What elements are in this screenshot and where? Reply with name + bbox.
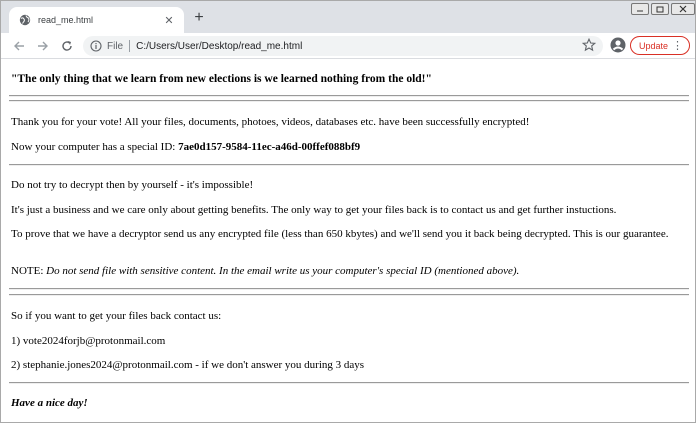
contact-email-1: 1) vote2024forjb@protonmail.com (11, 335, 166, 347)
special-id-label: Now your computer has a special ID: (11, 141, 179, 153)
page-content (1, 60, 695, 422)
special-id-line (11, 141, 681, 154)
slogan-heading: "The only thing that we learn from new elections is we learned nothing from the old!" (11, 73, 432, 85)
url-text[interactable]: C:/Users/User/Desktop/read_me.html (136, 40, 303, 52)
update-label: Update (639, 40, 669, 51)
note-label: NOTE: (11, 265, 47, 277)
forward-button[interactable] (35, 38, 51, 54)
update-button[interactable] (630, 36, 690, 55)
more-vert-icon[interactable]: ⋮ (672, 40, 683, 52)
tab-strip (1, 1, 695, 33)
note-text: Do not send file with sensitive content. In the email write us your computer's special ID (mentioned above). (46, 265, 520, 277)
divider (9, 382, 689, 384)
maximize-button[interactable] (651, 3, 669, 15)
divider (9, 95, 689, 97)
thanks-text: Thank you for your vote! All your files, documents, photoes, videos, databases etc. have been successfully encrypted! (11, 116, 530, 128)
restore-icon (656, 6, 664, 13)
back-button[interactable] (11, 38, 27, 54)
farewell-text: Have a nice day! (11, 397, 88, 409)
back-arrow-icon (13, 40, 25, 52)
url-scheme: File (107, 40, 124, 52)
tab-read-me[interactable] (9, 7, 184, 33)
divider (9, 294, 689, 296)
tab-title: read_me.html (38, 15, 94, 25)
divider (9, 288, 689, 290)
account-icon[interactable] (610, 37, 626, 53)
new-tab-button[interactable]: + (194, 9, 204, 26)
close-window-icon (679, 5, 687, 13)
minimize-icon (636, 6, 644, 12)
url-separator (129, 40, 130, 52)
proof-text: To prove that we have a decryptor send us any encrypted file (less than 650 kbytes) and we'll send you it back being decrypted. This is our guarantee. (11, 228, 669, 240)
special-id-value: 7ae0d157-9584-11ec-a46d-00ffef088bf9 (178, 141, 361, 153)
reload-icon (61, 40, 73, 52)
info-icon[interactable] (90, 40, 102, 52)
minimize-button[interactable] (631, 3, 649, 15)
forward-arrow-icon (37, 40, 49, 52)
globe-icon (19, 14, 31, 26)
close-icon[interactable]: ✕ (164, 14, 174, 27)
contact-email-2: 2) stephanie.jones2024@protonmail.com - if we don't answer you during 3 days (11, 359, 365, 371)
note-line (11, 265, 681, 278)
window-controls (629, 3, 695, 15)
business-text: It's just a business and we care only about getting benefits. The only way to get your files back is to contact us and get further instuctions. (11, 204, 617, 216)
divider (9, 164, 689, 166)
warning-text: Do not try to decrypt then by yourself - it's impossible! (11, 179, 254, 191)
divider (9, 100, 689, 102)
reload-button[interactable] (59, 38, 75, 54)
close-window-button[interactable] (671, 3, 695, 15)
contact-intro: So if you want to get your files back contact us: (11, 310, 222, 322)
address-bar[interactable] (83, 36, 603, 56)
star-icon[interactable] (582, 38, 596, 52)
